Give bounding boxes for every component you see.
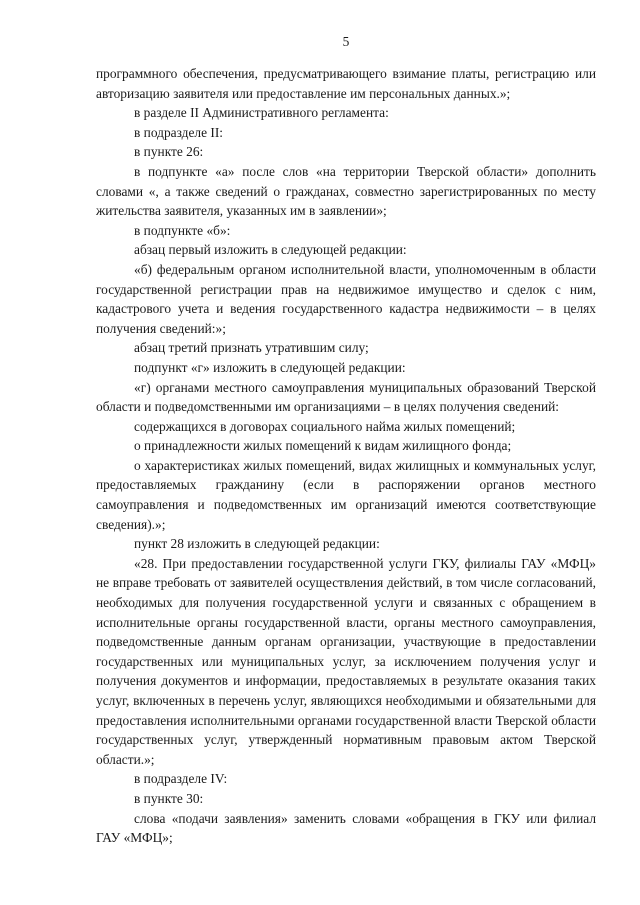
paragraph: абзац первый изложить в следующей редакции: <box>134 242 407 258</box>
paragraph: о характеристиках жилых помещений, видах жилищных и коммунальных услуг, предоставляемых гражданину (если в распоряжении органов местного самоуправления и подведомственных им организаций имеются соответствующие сведения).»; <box>96 457 596 532</box>
paragraph: в пункте 30: <box>134 790 204 806</box>
paragraph: содержащихся в договорах социального найма жилых помещений; <box>134 418 516 434</box>
document-page <box>96 32 596 848</box>
paragraph: программного обеспечения, предусматривающего взимание платы, регистрацию или авторизацию заявителя или предоставление им персональных данных.»; <box>96 66 596 101</box>
paragraph: «г) органами местного самоуправления муниципальных образований Тверской области и подведомственными им организациями – в целях получения сведений: <box>96 379 596 415</box>
paragraph: в подразделе II: <box>134 124 224 140</box>
paragraph: абзац третий признать утратившим силу; <box>134 340 369 356</box>
paragraph: о принадлежности жилых помещений к видам жилищного фонда; <box>134 438 512 454</box>
paragraph: в подразделе IV: <box>134 771 228 787</box>
page-number: 5 <box>342 34 350 49</box>
document-body <box>96 64 596 848</box>
paragraph: в подпункте «б»: <box>134 222 231 238</box>
paragraph: в подпункте «а» после слов «на территории Тверской области» дополнить словами «, а также сведений о гражданах, совместно зарегистрированных по месту жительства заявителя, указанных им в заявлении»; <box>96 163 596 219</box>
paragraph: слова «подачи заявления» заменить словами «обращения в ГКУ или филиал ГАУ «МФЦ»; <box>96 810 596 846</box>
paragraph: «28. При предоставлении государственной услуги ГКУ, филиалы ГАУ «МФЦ» не вправе требовать от заявителей осуществления действий, в том числе согласований, необходимых для получения государственной услуги и связанных с обращением в исполнительные органы государственной власти, органы местного самоуправления, подведомственные данным органам организации, участвующие в предоставлении государственных или муниципальных услуг, за исключением получения услуг и получения документов и информации, предоставляемых в результате оказания таких услуг, включенных в перечень услуг, являющихся необходимыми и обязательными для предоставления исполнительными органами государственной власти Тверской области государственных услуг, утвержденный нормативным правовым актом Тверской области.»; <box>96 555 596 767</box>
paragraph: «б) федеральным органом исполнительной власти, уполномоченным в области государственной регистрации прав на недвижимое имущество и сделок с ним, кадастрового учета и ведения государственного кадастра недвижимости – в целях получения сведений:»; <box>96 261 596 336</box>
paragraph: подпункт «г» изложить в следующей редакции: <box>134 359 406 375</box>
paragraph: в разделе II Административного регламента: <box>134 105 389 121</box>
paragraph: пункт 28 изложить в следующей редакции: <box>134 536 380 552</box>
paragraph: в пункте 26: <box>134 144 204 160</box>
